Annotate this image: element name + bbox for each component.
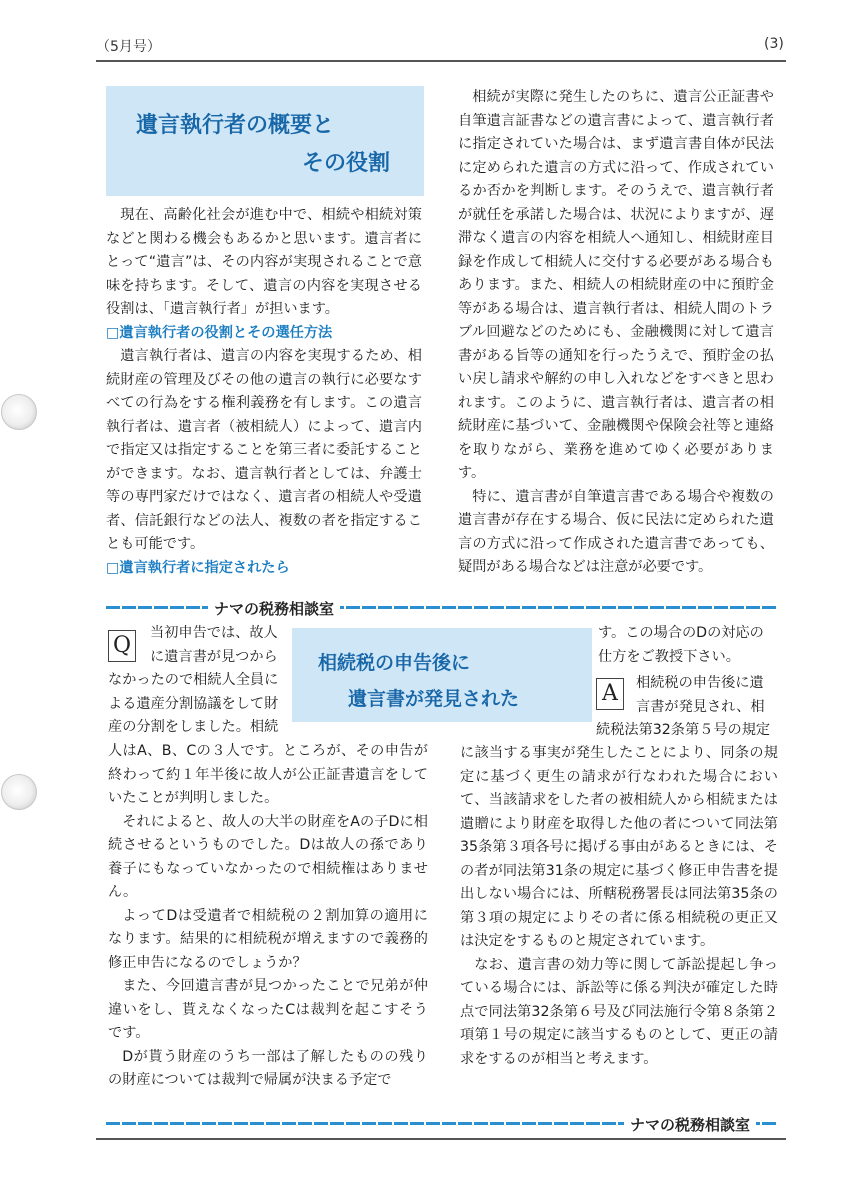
intro-paragraph: 現在、高齢化社会が進む中で、相続や相続対策などと関わる機会もあるかと思います。遺言者にとって“遺言”は、その内容が実現されることで意味を持ちます。そして、遺言の内容を実現させる役割は、「遺言執行者」が担います。 [106,207,422,317]
article-title-line2: その役割 [302,151,391,176]
article-right-column [458,86,774,580]
qa-title-box [292,628,592,722]
q-letter-box: Q [108,630,136,662]
punch-hole-bottom [1,774,37,810]
q-line: よる遺産分割協議をして財 [108,695,279,712]
a-line: 続税法第32条第５号の規定 [596,722,771,738]
section-bar-bottom [106,1114,776,1134]
q-body [108,740,428,1093]
a-line: 相続税の申告後に遺 [636,675,764,691]
role-paragraph: 遺言執行者は、遺言の内容を実現するため、相続財産の管理及びその他の遺言の執行に必要なすべての行為をする権利義務を有します。この遺言執行者は、遺言者（被相続人）によって、遺言内で指定又は指定することを第三者に委託することができます。なお、遺言執行者としては、弁護士等の専門家だけではなく、遺言者の相続人や受遺者、信託銀行などの法人、複数の者を指定することも可能です。 [106,348,422,552]
subhead-appointed: □遺言執行者に指定されたら [106,559,290,576]
article-left-column [106,204,422,580]
right-paragraph-2: 特に、遺言書が自筆遺言書である場合や複数の遺言書が存在する場合、仮に民法に定められた遺言の方式に沿って作成された遺言書であっても、疑問がある場合などは注意が必要です。 [458,488,774,575]
issue-label: （5月号） [96,39,161,55]
section-label-top: ナマの税務相談室 [208,598,340,619]
qa-title-line1: 相続税の申告後に [318,652,471,674]
a-body [460,742,778,1071]
footer-divider [96,1138,786,1140]
a-paragraph-2: なお、遺言書の効力等に関して訴訟提起し争っている場合には、訴訟等に係る判決が確定した時点で同法第32条第６号及び同法施行令第８条第２項第１号の規定に該当するものとして、更正の請求をするのが相当と考えます。 [460,956,778,1067]
q-paragraph-4: また、今回遺言書が見つかったことで兄弟が仲違いをし、貰えなくなったCは裁判を起こすそうです。 [108,978,428,1041]
q-short-lines [150,622,278,669]
right-paragraph-1: 相続が実際に発生したのちに、遺言公正証書や自筆遺言証書などの遺言書によって、遺言執行者に指定されていた場合は、まず遺言書自体が民法に定められた遺言の方式に沿って、作成されているか否かを判断します。そのうえで、遺言執行者が就任を承諾した場合は、状況によりますが、遅滞なく遺言の内容を相続人へ通知し、相続財産目録を作成して相続人に交付する必要がある場合もあります。また、相続人の相続財産の中に預貯金等がある場合は、遺言執行者は、相続人間のトラブル回避などのためにも、金融機関に対して遺言書がある旨等の通知を行ったうえで、預貯金の払い戻し請求や解約の申し入れなどをすべきと思われます。このように、遺言執行者は、遺言者の相続財産に基づいて、金融機関や保険会社等と連絡を取りながら、業務を進めてゆく必要があります。 [458,89,774,481]
q-mid-lines [108,669,278,740]
page-number: (3) [764,36,784,52]
article-title-line1: 遺言執行者の概要と [136,113,335,138]
header-divider [96,60,786,62]
q-line: 当初申告では、故人 [150,625,278,641]
a-paragraph-1: に該当する事実が発生したことにより、同条の規定に基づく更生の請求が行なわれた場合において、当該請求をした者の被相続人から相続または遺贈により財産を取得した他の者について同法第35条第３項各号に掲げる事由があるときには、その者が同法第31条の規定に基づく修正申告書を提出しない場合には、所轄税務署長は同法第35条の第３項の規定によりその者に係る相続税の更正又は決定をするものと規定されています。 [460,745,778,949]
q-paragraph-2: それによると、故人の大半の財産をAの子Dに相続させるというものでした。Dは故人の孫であり養子にもなっていなかったので相続権はありません。 [108,813,428,900]
q-line: 産の分割をしました。相続 [108,719,279,735]
q-cont-line: 仕方をご教授下さい。 [598,648,740,665]
q-continuation [598,622,764,669]
section-bar-line [106,606,776,609]
section-label-bottom: ナマの税務相談室 [624,1114,756,1135]
section-bar-top [106,598,776,618]
punch-hole-top [1,394,37,430]
q-paragraph-5: Dが貰う財産のうち一部は了解したものの残りの財産については裁判で帰属が決まる予定で [108,1048,428,1088]
a-short-lines [636,672,765,719]
q-paragraph-3: よってDは受遺者で相続税の２割加算の適用になります。結果的に相続税が増えますので義務的修正申告になるのでしょうか？ [108,907,428,971]
q-cont-line: す。この場合のDの対応の [598,625,764,641]
q-line: なかったので相続人全員に [108,672,279,688]
q-line: に遺言書が見つから [150,648,278,665]
subhead-role: □遺言執行者の役割とその選任方法 [106,324,333,341]
qa-title-line2: 遺言書が発見された [348,688,520,710]
a-line: 言書が発見され、相 [636,698,765,715]
a-letter-box: A [596,678,624,710]
article-title-box [106,86,424,196]
a-mid-line [596,719,770,743]
q-paragraph-1: 人はA、B、Cの３人です。ところが、その申告が終わって約１年半後に故人が公正証書遺言をしていたことが判明しました。 [108,743,428,806]
